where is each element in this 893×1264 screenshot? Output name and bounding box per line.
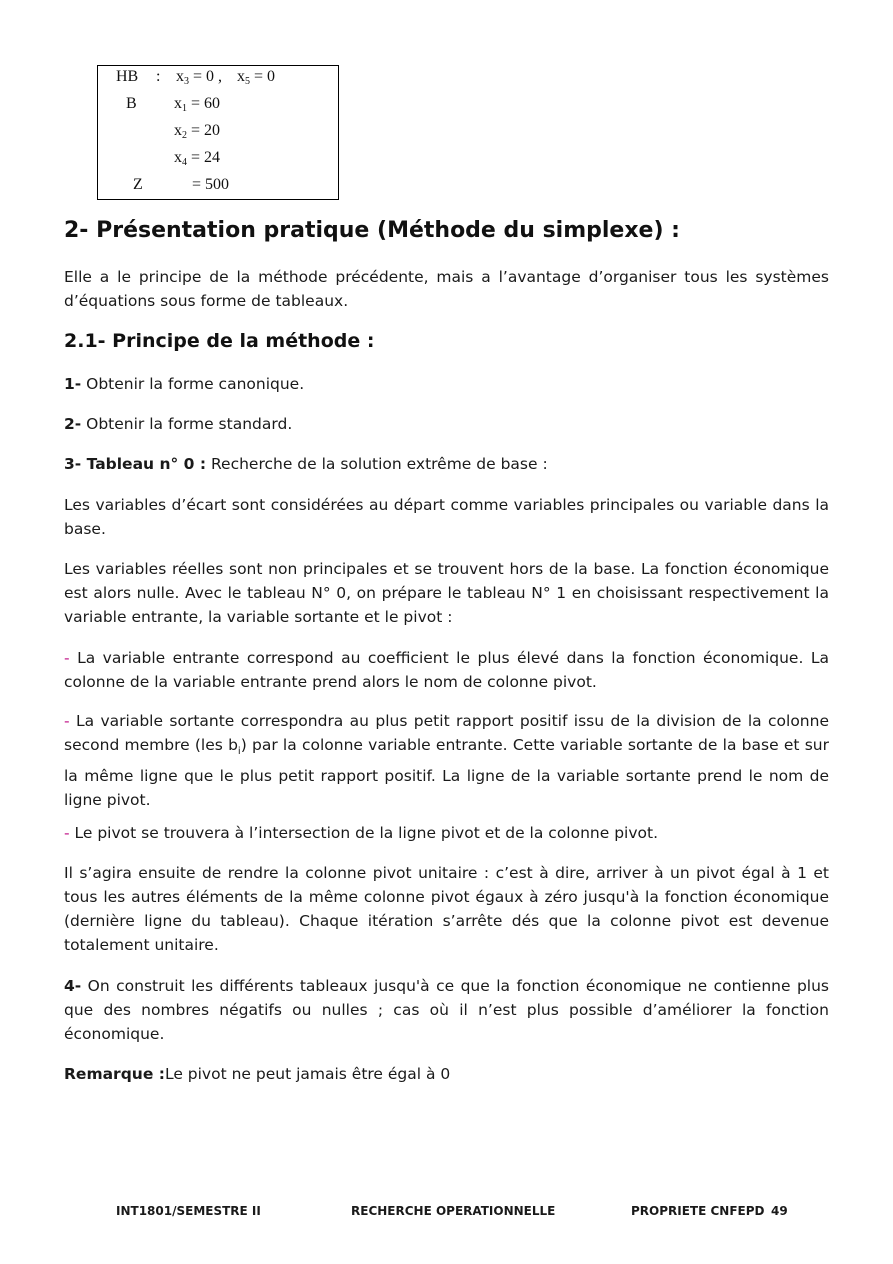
bullet-sortante-text-b: ) par la colonne variable entrante. Cette variable sortante de la base et sur la même ligne que le plus petit rapport positif. La ligne de la variable sortante prend le nom de ligne pivot. bbox=[64, 736, 829, 810]
step-4-number: 4- bbox=[64, 977, 82, 995]
bullet-sortante-text-a: La variable sortante correspondra au plus petit rapport positif issu de la division de la colonne second membre (les b bbox=[64, 712, 829, 754]
step-2-number: 2- bbox=[64, 415, 82, 433]
z-label: Z bbox=[133, 176, 143, 193]
basic-var-x1: $x_1 = 60$ bbox=[174, 95, 221, 114]
bullet-dash: - bbox=[64, 712, 70, 730]
hb-var-x3: $x_3 = 0$ , bbox=[176, 68, 223, 87]
basic-var-x4: $x_4 = 24$ bbox=[174, 149, 221, 168]
solution-box bbox=[97, 65, 339, 200]
step-1-number: 1- bbox=[64, 375, 82, 393]
hb-var-x5: $x_5 = 0$ bbox=[237, 68, 276, 87]
remark-label: Remarque : bbox=[64, 1065, 165, 1083]
paragraph-ecart: Les variables d’écart sont considérées au départ comme variables principales ou variable dans la base. bbox=[64, 496, 829, 538]
bullet-entrante bbox=[64, 646, 829, 694]
step-4-text: On construit les différents tableaux jusqu'à ce que la fonction économique ne contienne plus que des nombres négatifs ou nulles ; cas où il n’est plus possible d’améliorer la fonction économique. bbox=[64, 977, 829, 1043]
footer-course-code: INT1801/SEMESTRE II bbox=[116, 1204, 261, 1218]
step-3-text: Recherche de la solution extrême de base : bbox=[206, 455, 548, 473]
remark-text: Le pivot ne peut jamais être égal à 0 bbox=[164, 1065, 451, 1083]
footer-course-title: RECHERCHE OPERATIONNELLE bbox=[351, 1204, 556, 1218]
step-1-text: Obtenir la forme canonique. bbox=[81, 375, 305, 393]
basic-var-x2: $x_2 = 20$ bbox=[174, 122, 221, 141]
step-4 bbox=[64, 974, 829, 1046]
z-value: = 500 bbox=[192, 176, 230, 193]
hb-separator: : bbox=[156, 68, 161, 85]
bullet-sortante bbox=[64, 709, 829, 812]
bullet-pivot bbox=[64, 821, 829, 845]
footer-owner: PROPRIETE CNFEPD bbox=[631, 1204, 765, 1218]
step-2-text: Obtenir la forme standard. bbox=[81, 415, 293, 433]
bullet-pivot-text: Le pivot se trouvera à l’intersection de la ligne pivot et de la colonne pivot. bbox=[69, 824, 659, 842]
subsection-title: 2.1- Principe de la méthode : bbox=[64, 330, 375, 352]
bullet-entrante-text: La variable entrante correspond au coefficient le plus élevé dans la fonction économique. La colonne de la variable entrante prend alors le nom de colonne pivot. bbox=[64, 649, 829, 691]
section-title: 2- Présentation pratique (Méthode du simplexe) : bbox=[64, 218, 680, 243]
step-2 bbox=[64, 412, 829, 436]
intro-paragraph: Elle a le principe de la méthode précédente, mais a l’avantage d’organiser tous les systèmes d’équations sous forme de tableaux. bbox=[64, 268, 829, 310]
remark bbox=[64, 1062, 829, 1086]
b-label: B bbox=[126, 95, 137, 112]
paragraph-reelles: Les variables réelles sont non principales et se trouvent hors de la base. La fonction économique est alors nulle. Avec le tableau N° 0, on prépare le tableau N° 1 en choisissant respectivement la variable entrante, la variable sortante et le pivot : bbox=[64, 560, 829, 626]
paragraph-unitaire: Il s’agira ensuite de rendre la colonne pivot unitaire : c’est à dire, arriver à un pivot égal à 1 et tous les autres éléments de la même colonne pivot égaux à zéro jusqu'à la fonction économique (dernière ligne du tableau). Chaque itération s’arrête dés que la colonne pivot est devenue totalement unitaire. bbox=[64, 864, 829, 954]
hb-label: HB bbox=[116, 68, 139, 85]
step-1 bbox=[64, 372, 829, 396]
bullet-sortante-subscript: i bbox=[237, 746, 241, 758]
bullet-dash: - bbox=[64, 649, 70, 667]
step-3-number: 3- Tableau n° 0 : bbox=[64, 455, 207, 473]
bullet-dash: - bbox=[64, 824, 70, 842]
footer-page-number: 49 bbox=[771, 1204, 788, 1218]
step-3 bbox=[64, 452, 829, 476]
